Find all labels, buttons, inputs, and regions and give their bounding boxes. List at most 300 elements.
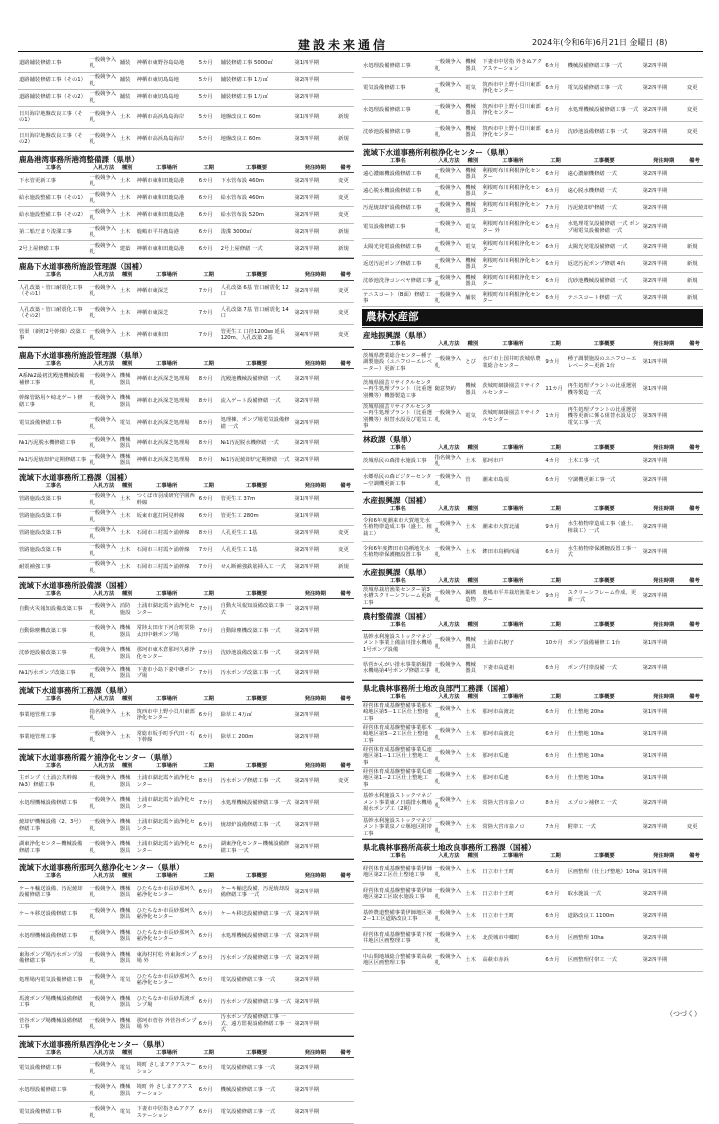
cell-method: 一般競争入札 [434, 586, 465, 608]
cell-period: 7カ月 [198, 665, 220, 682]
table-row [362, 541, 703, 563]
cell-period: 6カ月 [198, 207, 220, 224]
cell-name: 道路舗装修繕工事 [18, 55, 89, 72]
cell-place: 神栖市北浜深芝処理場 [136, 435, 198, 452]
column-header-remarks: 備考 [686, 852, 703, 861]
column-header-overview: 工事概要 [220, 271, 294, 280]
works-table [362, 340, 703, 431]
section-title: 林政課（県単） [362, 431, 703, 444]
section-title: 流域下水道事務所工務課（国補） [18, 469, 354, 482]
cell-timing: 第2四半期 [293, 621, 337, 643]
cell-overview: 汚水ポンプ設備修繕工事 一式 [220, 991, 294, 1013]
cell-timing: 第1四半期 [642, 724, 686, 746]
cell-timing: 第2四半期 [293, 559, 337, 576]
cell-place: ひたちなか市長砂那珂久慈浄化センター [136, 969, 198, 991]
cell-overview: 電気設備修繕工事 一式 [567, 77, 642, 99]
section-title: 県北農林事務所高萩土地改良事務所工務課（国補） [362, 839, 703, 852]
cell-remarks [686, 630, 703, 657]
table-row [18, 241, 354, 258]
cell-place: 常陸大宮市泉ノロ [481, 790, 544, 817]
column-header-remarks: 備考 [337, 872, 354, 881]
cell-remarks: 新規 [337, 559, 354, 576]
cell-method: 一般競争入札 [434, 77, 465, 99]
cell-overview: 舗装修繕工事 5000㎡ [220, 55, 294, 72]
cell-overview: 給水管布設 520m [220, 207, 294, 224]
cell-name: 事業地管理工事 [18, 726, 89, 748]
column-header-overview: 工事概要 [220, 360, 294, 369]
cell-name: 遠心脱水機設備修繕工事 [362, 183, 434, 200]
cell-place: 利根町布川利根浄化センター [481, 273, 544, 290]
cell-timing: 第4四半期 [293, 324, 337, 346]
cell-type: 機械器具 [464, 55, 481, 77]
column-header-remarks: 備考 [686, 577, 703, 586]
table-row [18, 508, 354, 525]
column-header-period: 工期 [544, 340, 566, 349]
cell-overview: 種子調製施設のユニフローエレベーター更新 1台 [567, 349, 642, 376]
cell-method: 一般競争入札 [434, 403, 465, 430]
table-row [362, 290, 703, 307]
cell-place: 神栖市東深芝 [136, 302, 198, 324]
table-row [18, 173, 354, 190]
cell-remarks [337, 435, 354, 452]
cell-remarks [337, 55, 354, 72]
cell-period: 10カ月 [544, 630, 566, 657]
cell-name: 水処理機械設備修繕工事 [18, 793, 89, 815]
cell-period: 6カ月 [544, 55, 566, 77]
cell-place: 茨城町網掛園芸リサイクルセンター [481, 376, 544, 403]
column-header-remarks: 備考 [686, 621, 703, 630]
cell-type: 電気 [119, 413, 136, 435]
table-row [18, 391, 354, 413]
cell-name: 水処理設備修繕工事 [362, 99, 434, 121]
column-header-overview: 工事概要 [567, 505, 642, 514]
column-header-place: 工事場所 [481, 444, 544, 453]
cell-place: 神栖市北浜深芝処理場 [136, 413, 198, 435]
table-row [18, 771, 354, 793]
cell-remarks: 変更 [337, 280, 354, 302]
column-header-timing: 発注時期 [642, 621, 686, 630]
column-header-method: 入札方法 [434, 444, 465, 453]
cell-place: 常陸太田市下河合町常陸太田中継ポンプ場 [136, 621, 198, 643]
cell-period: 6カ月 [198, 224, 220, 241]
column-header-name: 工事名 [362, 444, 434, 453]
cell-type: 土木 [119, 726, 136, 748]
column-header-period: 工期 [544, 157, 566, 166]
column-header-place: 工事場所 [481, 505, 544, 514]
cell-method: 一般競争入札 [89, 771, 119, 793]
cell-name: 水処理設備修繕工事 [362, 55, 434, 77]
cell-period: 1カ月 [544, 403, 566, 430]
cell-method: 一般競争入札 [434, 217, 465, 239]
table-row [18, 665, 354, 682]
cell-overview: 沈砂池機械設備修繕 一式 [567, 273, 642, 290]
cell-period: 6カ月 [544, 166, 566, 183]
column-header-period: 工期 [544, 505, 566, 514]
table-row [362, 239, 703, 256]
column-header-place: 工事場所 [136, 695, 198, 704]
cell-name: 焼却炉機械設備（2、3号）修繕工事 [18, 815, 89, 837]
cell-type: 土木 [464, 861, 481, 883]
cell-remarks: 新規 [337, 128, 354, 150]
cell-period: 6カ月 [544, 541, 566, 563]
cell-type: 電気 [119, 1102, 136, 1124]
works-table [18, 271, 354, 347]
cell-place: 神栖市北浜深芝処理場 [136, 391, 198, 413]
cell-overview: 太陽光発電設備修繕 一式 [567, 239, 642, 256]
table-row [18, 621, 354, 643]
column-header-timing: 発注時期 [293, 360, 337, 369]
cell-timing: 第2四半期 [293, 665, 337, 682]
cell-name: 経営体育成基盤整備事業那木崎地区第5－2工区仕上整地工事 [362, 724, 434, 746]
table-row [362, 949, 703, 971]
cell-overview: 水生植物帯造成工事（盛土、植栽工）一式 [567, 514, 642, 541]
cell-name: 電気設備修繕工事 [18, 413, 89, 435]
column-header-overview: 工事概要 [567, 444, 642, 453]
cell-method: 一般競争入札 [89, 1102, 119, 1124]
cell-name: 道路舗装修繕工事（その1） [18, 72, 89, 89]
cell-period: 6カ月 [198, 969, 220, 991]
cell-remarks: 新規 [686, 239, 703, 256]
cell-place: 高萩市赤浜 [481, 949, 544, 971]
section-title: 産地振興課（県単） [362, 327, 703, 340]
works-table [18, 695, 354, 749]
table-header-row [18, 1049, 354, 1058]
cell-remarks [686, 883, 703, 905]
column-header-method: 入札方法 [89, 695, 119, 704]
cell-overview: 電気設備修繕工事 一式 [220, 1058, 294, 1080]
works-table [18, 164, 354, 259]
table-row [18, 837, 354, 859]
cell-place: 利根町布川利根浄化センター [481, 256, 544, 273]
cell-timing: 第2四半期 [642, 541, 686, 563]
cell-method: 一般競争入札 [89, 280, 119, 302]
cell-remarks [337, 89, 354, 106]
cell-timing: 第2四半期 [293, 542, 337, 559]
column-header-period: 工期 [544, 852, 566, 861]
cell-overview: せん断補強鉄筋挿入工 一式 [220, 559, 294, 576]
cell-overview: №1汚泥焼却炉定期修繕 一式 [220, 452, 294, 469]
cell-type: 土木 [464, 541, 481, 563]
table-row [362, 702, 703, 724]
cell-place: 鹿嶋市平井鹿島港 [136, 224, 198, 241]
cell-type: 機械器具 [464, 273, 481, 290]
cell-name: 自動火災報知設備改築工事 [18, 599, 89, 621]
cell-period: 8カ月 [198, 369, 220, 391]
cell-place: 石岡市三村霞ケ浦幹線 [136, 542, 198, 559]
cell-method: 一般競争入札 [434, 541, 465, 563]
cell-name: 経営体育成基盤整備事業那木崎地区第5－1工区仕上整地工事 [362, 702, 434, 724]
cell-period: 6カ月 [198, 991, 220, 1013]
cell-remarks [686, 349, 703, 376]
cell-remarks [337, 599, 354, 621]
cell-timing: 第2四半期 [293, 1080, 337, 1102]
cell-place: 神栖市高浜島島海岸 [136, 106, 198, 128]
cell-type: 電気 [464, 77, 481, 99]
table-header-row [362, 852, 703, 861]
cell-period: 6カ月 [198, 241, 220, 258]
cell-period: 6カ月 [198, 190, 220, 207]
column-header-period: 工期 [544, 693, 566, 702]
cell-method: 一般競争入札 [434, 273, 465, 290]
table-row [362, 514, 703, 541]
cell-period: 6カ月 [544, 883, 566, 905]
cell-name: 湖東浄化センター機械設備修繕工事 [18, 837, 89, 859]
cell-period: 6カ月 [198, 947, 220, 969]
column-header-overview: 工事概要 [567, 852, 642, 861]
cell-remarks [686, 768, 703, 790]
cell-place: ひたちなか市長砂那珂久慈浄化センター [136, 925, 198, 947]
cell-period: 7カ月 [198, 559, 220, 576]
column-header-remarks: 備考 [686, 693, 703, 702]
cell-place: 茨城町網掛園芸リサイクルセンター [481, 403, 544, 430]
cell-name: 主ポンプ（土浦公共幹線№3）修繕工事 [18, 771, 89, 793]
column-header-period: 工期 [198, 360, 220, 369]
cell-remarks: 変更 [337, 542, 354, 559]
column-header-method: 入札方法 [89, 271, 119, 280]
cell-method: 一般競争入札 [89, 925, 119, 947]
table-row [18, 1058, 354, 1080]
column-header-place: 工事場所 [136, 1049, 198, 1058]
cell-name: №1汚泥焼却炉定期修繕工事 [18, 452, 89, 469]
cell-type: 機械器具 [464, 630, 481, 657]
cell-type: 土木 [464, 949, 481, 971]
cell-overview: 給水管布設 460m [220, 190, 294, 207]
cell-type: 機械器具 [464, 657, 481, 679]
cell-timing: 第2四半期 [293, 1102, 337, 1124]
cell-remarks [686, 453, 703, 470]
cell-timing: 第2四半期 [293, 991, 337, 1013]
column-header-overview: 工事概要 [567, 577, 642, 586]
column-header-place: 工事場所 [481, 340, 544, 349]
cell-place: 神栖市東深芝 [136, 280, 198, 302]
column-header-type: 種別 [464, 340, 481, 349]
cell-type: 機械器具 [464, 256, 481, 273]
cell-name: A系№2最初沈殿池機械設備補修工事 [18, 369, 89, 391]
cell-type: 土木 [464, 883, 481, 905]
cell-place: 那珂市戸 [481, 453, 544, 470]
cell-type: 土木 [119, 491, 136, 508]
column-header-place: 工事場所 [136, 590, 198, 599]
cell-remarks [337, 1013, 354, 1035]
cell-method: 一般競争入札 [434, 746, 465, 768]
cell-overview: 区画整理 10ha [567, 927, 642, 949]
column-header-method: 入札方法 [89, 762, 119, 771]
cell-method: 一般競争入札 [89, 1058, 119, 1080]
cell-overview: 再生処理プラントの比重選別機等更新に係る組替水設及び電気工事 一式 [567, 403, 642, 430]
cell-remarks [337, 391, 354, 413]
cell-period: 6カ月 [198, 925, 220, 947]
works-table [362, 852, 703, 972]
cell-period: 6カ月 [198, 903, 220, 925]
table-row [362, 724, 703, 746]
cell-timing: 第1四半期 [642, 768, 686, 790]
section-title: 鹿島港湾事務所港湾整備課（県単） [18, 151, 354, 164]
department-heading: 農林水産部 [362, 309, 703, 326]
cell-remarks: 新規 [337, 224, 354, 241]
cell-place: 利根町布川利根浄化センター 外 [481, 217, 544, 239]
cell-place: 筑西市中上野小貝川東部浄化センター [136, 704, 198, 726]
column-header-type: 種別 [119, 590, 136, 599]
column-header-period: 工期 [198, 872, 220, 881]
cell-method: 一般競争入札 [89, 241, 119, 258]
cell-place: 石岡市三村霞ケ浦幹線 [136, 525, 198, 542]
table-row [362, 905, 703, 927]
column-header-name: 工事名 [362, 621, 434, 630]
cell-overview: 機械設備修繕工事 一式 [220, 1080, 294, 1102]
cell-timing: 第2四半期 [642, 453, 686, 470]
column-header-remarks: 備考 [337, 164, 354, 173]
cell-method: 一般競争入札 [89, 1013, 119, 1035]
section-title: 鹿島下水道事務所施設管理課（県単） [18, 347, 354, 360]
cell-timing: 第2四半期 [293, 435, 337, 452]
cell-overview: ポンプ付帯設備 一式 [567, 657, 642, 679]
column-header-type: 種別 [119, 360, 136, 369]
cell-method: 一般競争入札 [434, 883, 465, 905]
cell-period: 5カ月 [198, 106, 220, 128]
table-row [18, 1102, 354, 1124]
cell-timing: 第2四半期 [642, 927, 686, 949]
cell-method: 一般競争入札 [89, 559, 119, 576]
cell-place: 筑西市中上野小貝川東部浄化センター [481, 77, 544, 99]
cell-timing: 第2四半期 [642, 657, 686, 679]
column-header-name: 工事名 [18, 872, 89, 881]
cell-remarks [686, 949, 703, 971]
cell-period: 6カ月 [544, 905, 566, 927]
cell-remarks [686, 376, 703, 403]
cell-overview: 附帯工 一式 [567, 817, 642, 839]
cell-timing: 第2四半期 [293, 241, 337, 258]
cell-overview: テニスコート修繕 一式 [567, 290, 642, 307]
cell-type: 機械器具 [464, 99, 481, 121]
table-row [18, 89, 354, 106]
cell-type: 土木 [119, 508, 136, 525]
cell-type: 機械器具 [119, 771, 136, 793]
cell-method: 一般競争入札 [89, 621, 119, 643]
works-table [362, 577, 703, 609]
column-header-remarks: 備考 [337, 271, 354, 280]
cell-period: 5カ月 [198, 55, 220, 72]
cell-method: 一般競争入札 [434, 256, 465, 273]
cell-place: 神栖市高浜島島海岸 [136, 128, 198, 150]
column-header-timing: 発注時期 [293, 271, 337, 280]
cell-remarks: 新規 [337, 241, 354, 258]
cell-method: 一般競争入札 [89, 224, 119, 241]
cell-place: 那珂市菅谷 外菅谷ポンプ場 外 [136, 1013, 198, 1035]
section-title: 農村整備課（国補） [362, 608, 703, 621]
cell-type: 電気 [119, 969, 136, 991]
cell-type: 電気 [464, 403, 481, 430]
cell-overview: 汚水ポンプ設備修繕工事 一式 [220, 947, 294, 969]
cell-name: テニスコート（B面）修繕工事 [362, 290, 434, 307]
cell-name: 太陽光発電設備修繕工事 [362, 239, 434, 256]
cell-place: 那珂市東木倉那珂久慈浄化センター [136, 643, 198, 665]
cell-timing: 第2四半期 [642, 200, 686, 217]
cell-type: 土木 [119, 280, 136, 302]
column-header-remarks: 備考 [337, 762, 354, 771]
cell-place: 那珂市高渡北 [481, 724, 544, 746]
cell-method: 一般競争入札 [434, 55, 465, 77]
cell-type: 土木 [119, 106, 136, 128]
cell-timing: 第2四半期 [293, 947, 337, 969]
cell-timing: 第1四半期 [642, 746, 686, 768]
cell-place: ひたちなか市長砂那珂久慈浄化センター [136, 881, 198, 903]
cell-remarks: 変更 [337, 771, 354, 793]
column-header-place: 工事場所 [481, 852, 544, 861]
cell-type: 土木 [119, 542, 136, 559]
cell-remarks [686, 200, 703, 217]
cell-place: 日立市十王町 [481, 883, 544, 905]
cell-name: №1汚泥脱水機修繕工事 [18, 435, 89, 452]
cell-method: 一般競争入札 [89, 491, 119, 508]
cell-name: 東海ポンプ場汚水ポンプ設備修繕工事 [18, 947, 89, 969]
cell-name: 茨城県民の森排水施設工事 [362, 453, 434, 470]
table-row [362, 768, 703, 790]
cell-timing: 第2四半期 [293, 1013, 337, 1035]
cell-place: 筑西市中上野小貝川東部浄化センター [481, 99, 544, 121]
cell-method: 一般競争入札 [89, 969, 119, 991]
table-row [362, 166, 703, 183]
cell-timing: 第3四半期 [642, 403, 686, 430]
cell-name: 下水管更新工事 [18, 173, 89, 190]
page-header [0, 0, 719, 52]
cell-name: 管路施設改築工事 [18, 491, 89, 508]
cell-overview: 沈砂池設備改築工事 一式 [220, 643, 294, 665]
cell-method: 一般競争入札 [434, 724, 465, 746]
table-row [18, 903, 354, 925]
header-rule [18, 51, 703, 52]
cell-remarks: 変更 [686, 77, 703, 99]
column-header-timing: 発注時期 [293, 762, 337, 771]
cell-name: 経営体育成基盤整備事業瓜連地区第1－2工区仕上整地工事 [362, 768, 434, 790]
cell-overview: 除草工 4万㎡ [220, 704, 294, 726]
cell-period: 6カ月 [198, 1058, 220, 1080]
cell-place: 境町 外 さしまアクアステーション [136, 1080, 198, 1102]
cell-place: 神栖市東和田鹿島港 [136, 207, 198, 224]
cell-type: 土木 [464, 702, 481, 724]
cell-remarks [686, 403, 703, 430]
cell-type: 土木 [464, 724, 481, 746]
cell-place: ひたちなか市長砂馬渡ポンプ場 [136, 991, 198, 1013]
cell-name: 自動除塵機改築工事 [18, 621, 89, 643]
cell-type: 機械器具 [119, 991, 136, 1013]
cell-place: 利根町布川利根浄化センター [481, 200, 544, 217]
table-row [18, 881, 354, 903]
cell-place: 神栖市東野谷島島地 [136, 55, 198, 72]
column-header-period: 工期 [198, 762, 220, 771]
table-row [362, 376, 703, 403]
cell-place: 土浦市湖北霞ケ浦浄化センター [136, 599, 198, 621]
cell-timing: 第2四半期 [642, 514, 686, 541]
cell-remarks [686, 541, 703, 563]
cell-overview: 汚水ポンプ設備修繕工事 一式、遠方監視設備修繕工事 一式 [220, 1013, 294, 1035]
cell-remarks [337, 881, 354, 903]
column-header-remarks: 備考 [337, 695, 354, 704]
cell-period: 8カ月 [198, 771, 220, 793]
cell-timing: 第2四半期 [293, 837, 337, 859]
cell-type: 機械器具 [119, 452, 136, 469]
cell-type: とび [464, 349, 481, 376]
cell-remarks [686, 746, 703, 768]
column-header-remarks: 備考 [337, 360, 354, 369]
table-row [18, 302, 354, 324]
table-row [362, 183, 703, 200]
cell-method: 一般競争入札 [89, 72, 119, 89]
cell-place: 石岡市三村霞ケ浦幹線 [136, 559, 198, 576]
cell-method: 随意契約 [434, 376, 465, 403]
cell-period: 8カ月 [198, 413, 220, 435]
cell-period: 6カ月 [544, 702, 566, 724]
column-header-method: 入札方法 [434, 621, 465, 630]
